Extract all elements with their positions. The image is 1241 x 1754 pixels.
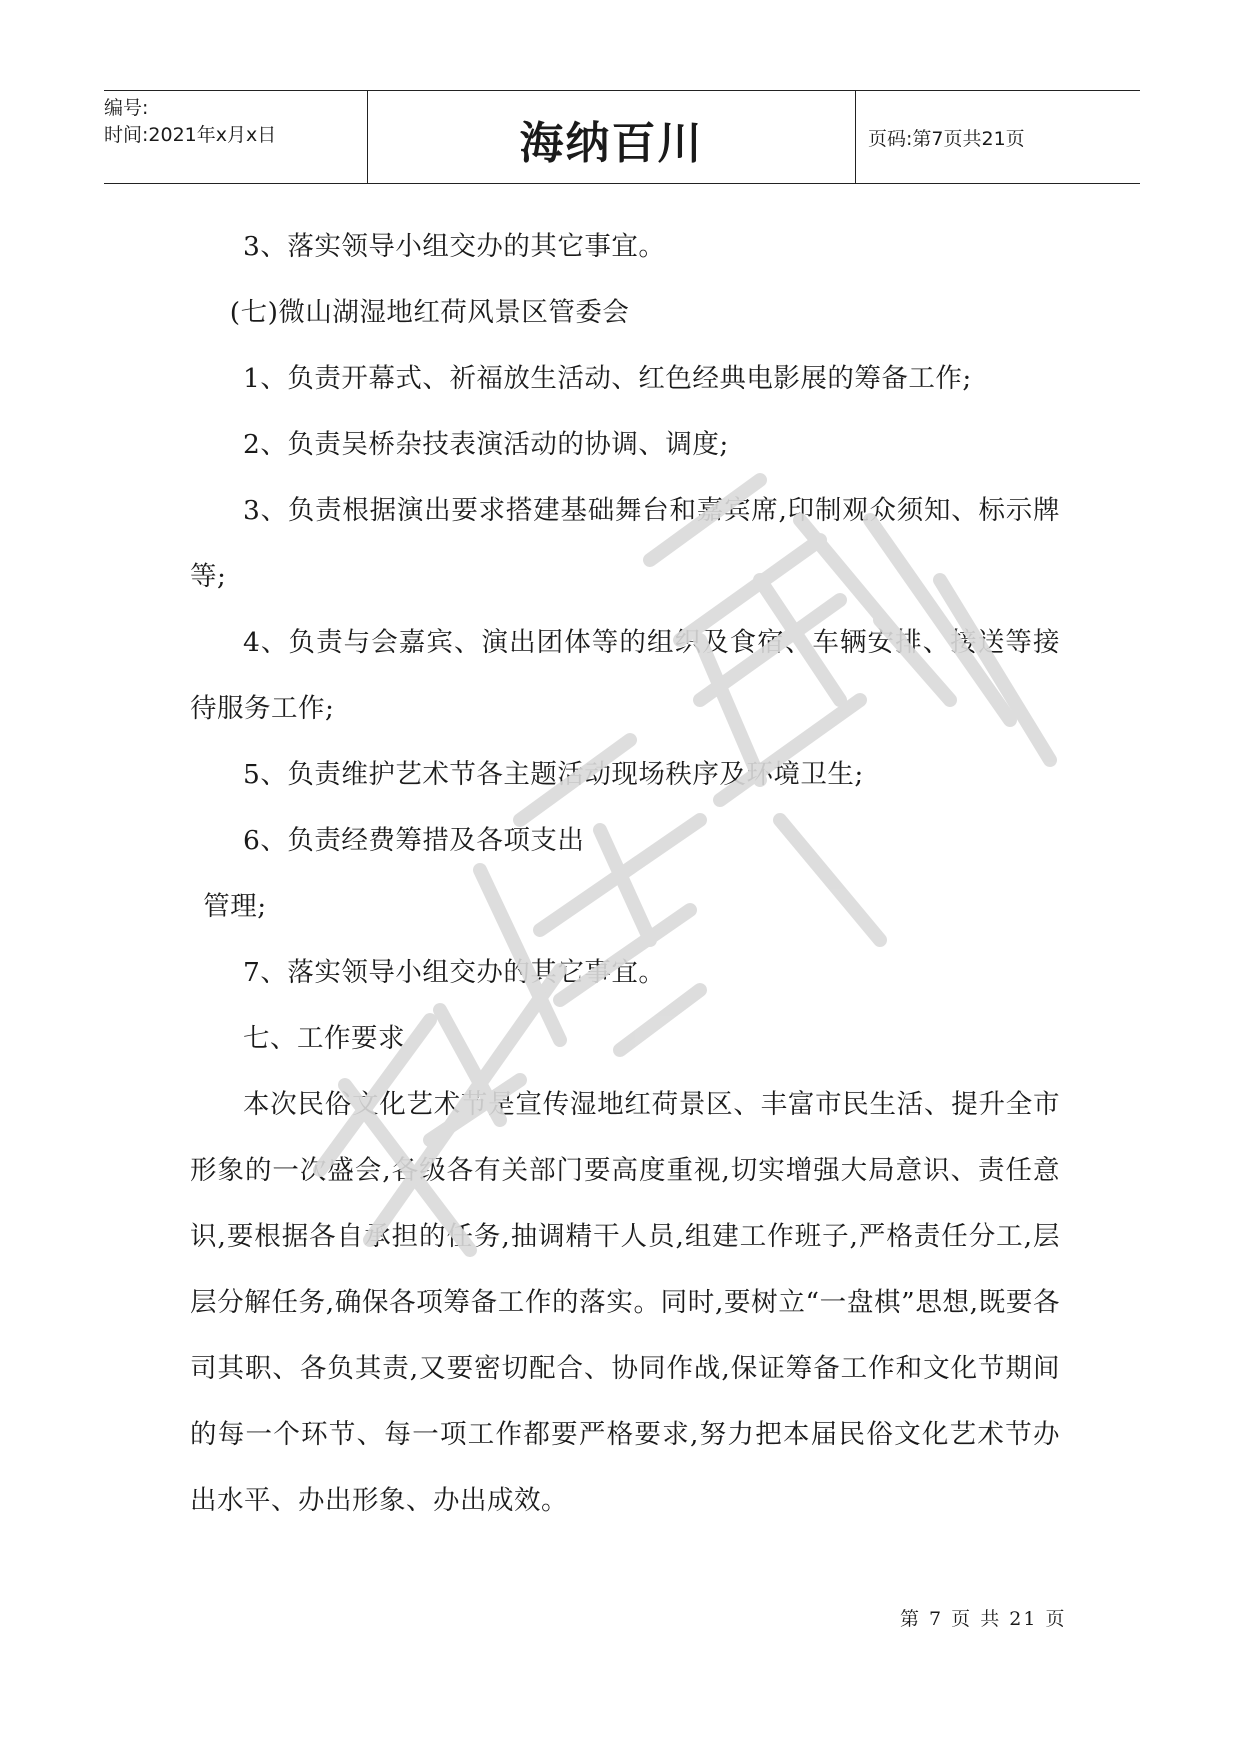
document-body [190, 214, 1060, 1534]
paragraph: 7、落实领导小组交办的其它事宜。 [243, 957, 666, 988]
document-time-label: 时间:2021年x月x日 [104, 124, 277, 146]
page-footer: 第 7 页 共 21 页 [900, 1608, 1067, 1630]
paragraph: 3、负责根据演出要求搭建基础舞台和嘉宾席,印制观众须知、标示牌等; [190, 495, 1060, 592]
paragraph-continuation: 管理; [203, 891, 267, 922]
section-heading: 七、工作要求 [243, 1023, 405, 1054]
page-header [104, 90, 1140, 184]
header-page-label: 页码:第7页共21页 [868, 127, 1025, 150]
document-number-label: 编号: [104, 97, 149, 119]
section-heading: (七)微山湖湿地红荷风景区管委会 [229, 297, 630, 328]
paragraph: 本次民俗文化艺术节是宣传湿地红荷景区、丰富市民生活、提升全市形象的一次盛会,各级各有关部门要高度重视,切实增强大局意识、责任意识,要根据各自承担的任务,抽调精干人员,组建工作班子,严格责任分工,层层分解任务,确保各项筹备工作的落实。同时,要树立“一盘棋”思想,既要各司其职、各负其责,又要密切配合、协同作战,保证筹备工作和文化节期间的每一个环节、每一项工作都要严格要求,努力把本届民俗文化艺术节办出水平、办出形象、办出成效。 [190, 1089, 1060, 1516]
paragraph: 2、负责吴桥杂技表演活动的协调、调度; [243, 429, 729, 460]
header-title-cell [368, 91, 856, 183]
paragraph: 1、负责开幕式、祈福放生活动、红色经典电影展的筹备工作; [243, 363, 972, 394]
paragraph: 4、负责与会嘉宾、演出团体等的组织及食宿、车辆安排、接送等接待服务工作; [190, 627, 1060, 724]
paragraph: 3、落实领导小组交办的其它事宜。 [243, 231, 666, 262]
paragraph: 5、负责维护艺术节各主题活动现场秩序及环境卫生; [243, 759, 864, 790]
header-title: 海纳百川 [519, 118, 704, 169]
header-meta [104, 91, 368, 183]
header-page-cell [856, 91, 1140, 183]
paragraph: 6、负责经费筹措及各项支出 [243, 825, 585, 856]
